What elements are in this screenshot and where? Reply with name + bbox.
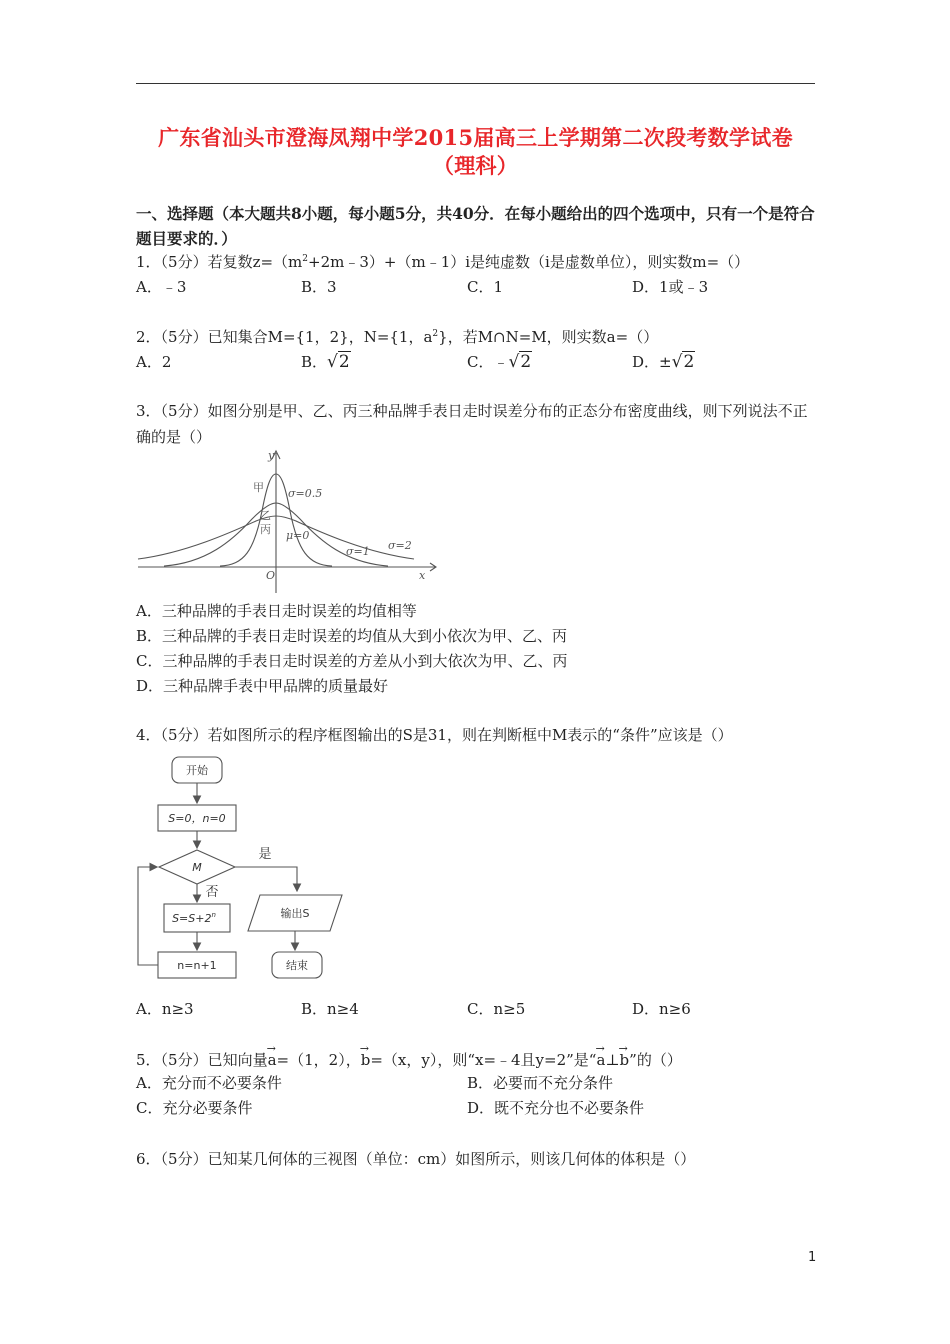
sigma-1-label: σ=1 bbox=[346, 545, 370, 558]
question-6: 6．（5分）已知某几何体的三视图（单位：cm）如图所示，则该几何体的体积是（） bbox=[136, 1150, 696, 1168]
page-number: 1 bbox=[808, 1250, 817, 1265]
section-heading: 一、选择题（本大题共8小题，每小题5分，共40分．在每小题给出的四个选项中，只有一个是符合题目要求的．） bbox=[136, 204, 815, 248]
sigma-05-label: σ=0.5 bbox=[288, 487, 323, 500]
question-3: 3．（5分）如图分别是甲、乙、丙三种品牌手表日走时误差分布的正态分布密度曲线，则下列说法不正确的是（） bbox=[136, 402, 808, 446]
page-subtitle: （理科） bbox=[432, 153, 519, 178]
flow-start-label: 开始 bbox=[186, 764, 208, 777]
question-4: 4．（5分）若如图所示的程序框图输出的S是31，则在判断框中M表示的“条件”应该是（） bbox=[136, 726, 733, 744]
flow-yes-branch bbox=[235, 867, 297, 890]
q3-option-b: B．三种品牌的手表日走时误差的均值从大到小依次为甲、乙、丙 bbox=[136, 627, 568, 645]
sqrt-symbol: √2 bbox=[327, 352, 350, 372]
q1-option-a: A．﹣3 bbox=[136, 278, 187, 296]
q4-option-a: A．n≥3 bbox=[136, 1000, 194, 1018]
q2-option-a: A．2 bbox=[136, 353, 172, 371]
q3-option-a: A．三种品牌的手表日走时误差的均值相等 bbox=[136, 602, 417, 620]
q3-option-c: C．三种品牌的手表日走时误差的方差从小到大依次为甲、乙、丙 bbox=[136, 652, 568, 670]
question-1: 1．（5分）若复数$z=(m^2+2m﹣3)+(m﹣1)i$是纯虚数（i是虚数单位），则实数m=（） bbox=[136, 253, 750, 271]
label-bing: 丙 bbox=[260, 523, 271, 536]
flow-cond-label: M bbox=[192, 861, 202, 874]
vector-a: → a bbox=[596, 1048, 605, 1070]
sqrt-symbol: √2 bbox=[671, 352, 695, 372]
vector-b: → b bbox=[620, 1048, 630, 1070]
header-rule bbox=[136, 83, 815, 84]
q4-option-c: C．n≥5 bbox=[467, 1000, 526, 1018]
flow-no-label: 否 bbox=[205, 885, 219, 900]
flow-end-label: 结束 bbox=[286, 959, 308, 972]
page-title: 广东省汕头市澄海凤翔中学2015届高三上学期第二次段考数学试卷 bbox=[158, 125, 793, 150]
q1-option-d: D．1或﹣3 bbox=[632, 278, 709, 296]
q5-option-a: A．充分而不必要条件 bbox=[136, 1074, 282, 1092]
origin-label: O bbox=[266, 569, 276, 582]
vector-a: → a bbox=[268, 1048, 277, 1070]
flowchart-figure bbox=[132, 750, 357, 990]
sigma-2-label: σ=2 bbox=[388, 539, 412, 552]
q1-option-c: C．1 bbox=[467, 278, 504, 296]
q3-option-d: D．三种品牌手表中甲品牌的质量最好 bbox=[136, 677, 389, 695]
q5-option-c: C．充分必要条件 bbox=[136, 1099, 253, 1117]
question-2: 2．（5分）已知集合M={1，2}，N={1，$a^2$}，若M∩N=M，则实数a=（） bbox=[136, 328, 659, 346]
q4-option-d: D．n≥6 bbox=[632, 1000, 691, 1018]
label-jia: 甲 bbox=[253, 481, 264, 494]
normal-curves-figure bbox=[136, 447, 446, 597]
y-axis-label: y bbox=[268, 449, 275, 462]
flow-step-label: $S=S+2^n$ bbox=[172, 911, 216, 925]
q2-option-b: B．√2 bbox=[301, 352, 350, 372]
q5-option-d: D．既不充分也不必要条件 bbox=[467, 1099, 645, 1117]
flow-yes-label: 是 bbox=[258, 847, 272, 862]
flow-init-label: S=0，n=0 bbox=[168, 812, 226, 825]
question-5: 5．（5分）已知向量→ a=（1，2），→ b=（x，y），则“x=﹣4且y=2”是“→ a⊥→ b”的（） bbox=[136, 1048, 682, 1070]
flow-output-label: 输出S bbox=[280, 907, 310, 920]
vector-b: → b bbox=[361, 1048, 371, 1070]
q2-option-c: C．﹣√2 bbox=[467, 352, 532, 372]
x-axis-label: x bbox=[419, 569, 426, 582]
q4-option-b: B．n≥4 bbox=[301, 1000, 359, 1018]
mu-0-label: μ=0 bbox=[286, 529, 310, 542]
flow-loop bbox=[138, 867, 158, 965]
q2-option-d: D．±√2 bbox=[632, 352, 695, 372]
flow-incr-label: n=n+1 bbox=[177, 959, 217, 972]
q5-option-b: B．必要而不充分条件 bbox=[467, 1074, 614, 1092]
q1-option-b: B．3 bbox=[301, 278, 337, 296]
label-yi: 乙 bbox=[260, 509, 271, 522]
sqrt-symbol: √2 bbox=[508, 352, 532, 372]
